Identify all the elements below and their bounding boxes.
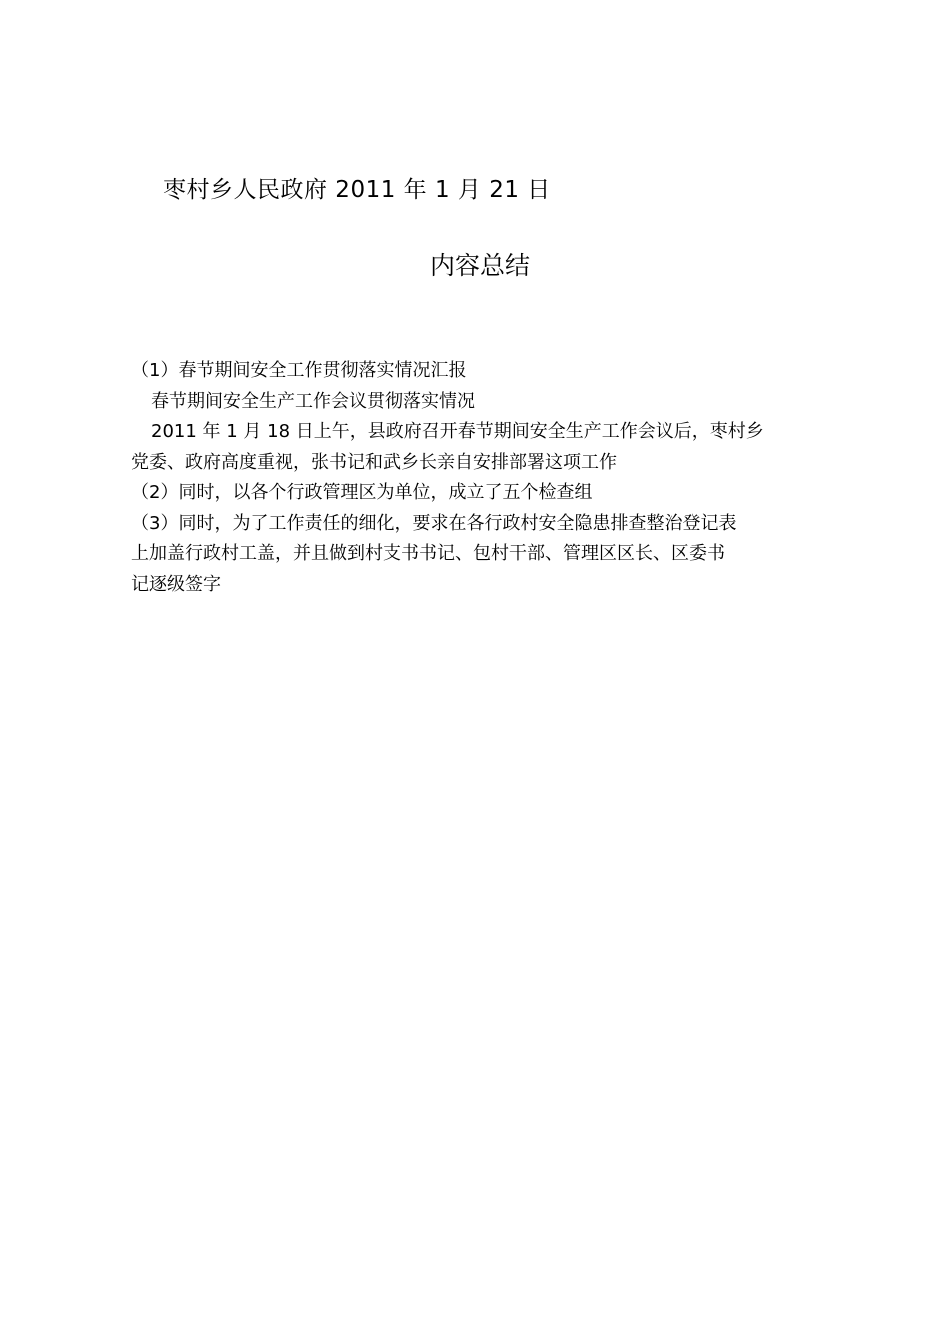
summary-line-1: （1）春节期间安全工作贯彻落实情况汇报 xyxy=(131,360,467,381)
summary-line-3: 2011 年 1 月 18 日上午，县政府召开春节期间安全生产工作会议后，枣村乡 xyxy=(151,421,764,442)
summary-content xyxy=(131,356,831,600)
summary-line-5: （2）同时，以各个行政管理区为单位，成立了五个检查组 xyxy=(131,482,593,503)
summary-line-8: 记逐级签字 xyxy=(131,573,221,595)
summary-line-4: 党委、政府高度重视，张书记和武乡长亲自安排部署这项工作 xyxy=(131,451,617,473)
summary-line-2: 春节期间安全生产工作会议贯彻落实情况 xyxy=(151,390,475,412)
summary-line-7: 上加盖行政村工盖，并且做到村支书书记、包村干部、管理区区长、区委书 xyxy=(131,543,725,564)
signature-line: 枣村乡人民政府 2011 年 1 月 21 日 xyxy=(163,177,551,203)
summary-line-6: （3）同时，为了工作责任的细化，要求在各行政村安全隐患排查整治登记表 xyxy=(131,512,737,534)
summary-heading: 内容总结 xyxy=(429,251,530,280)
